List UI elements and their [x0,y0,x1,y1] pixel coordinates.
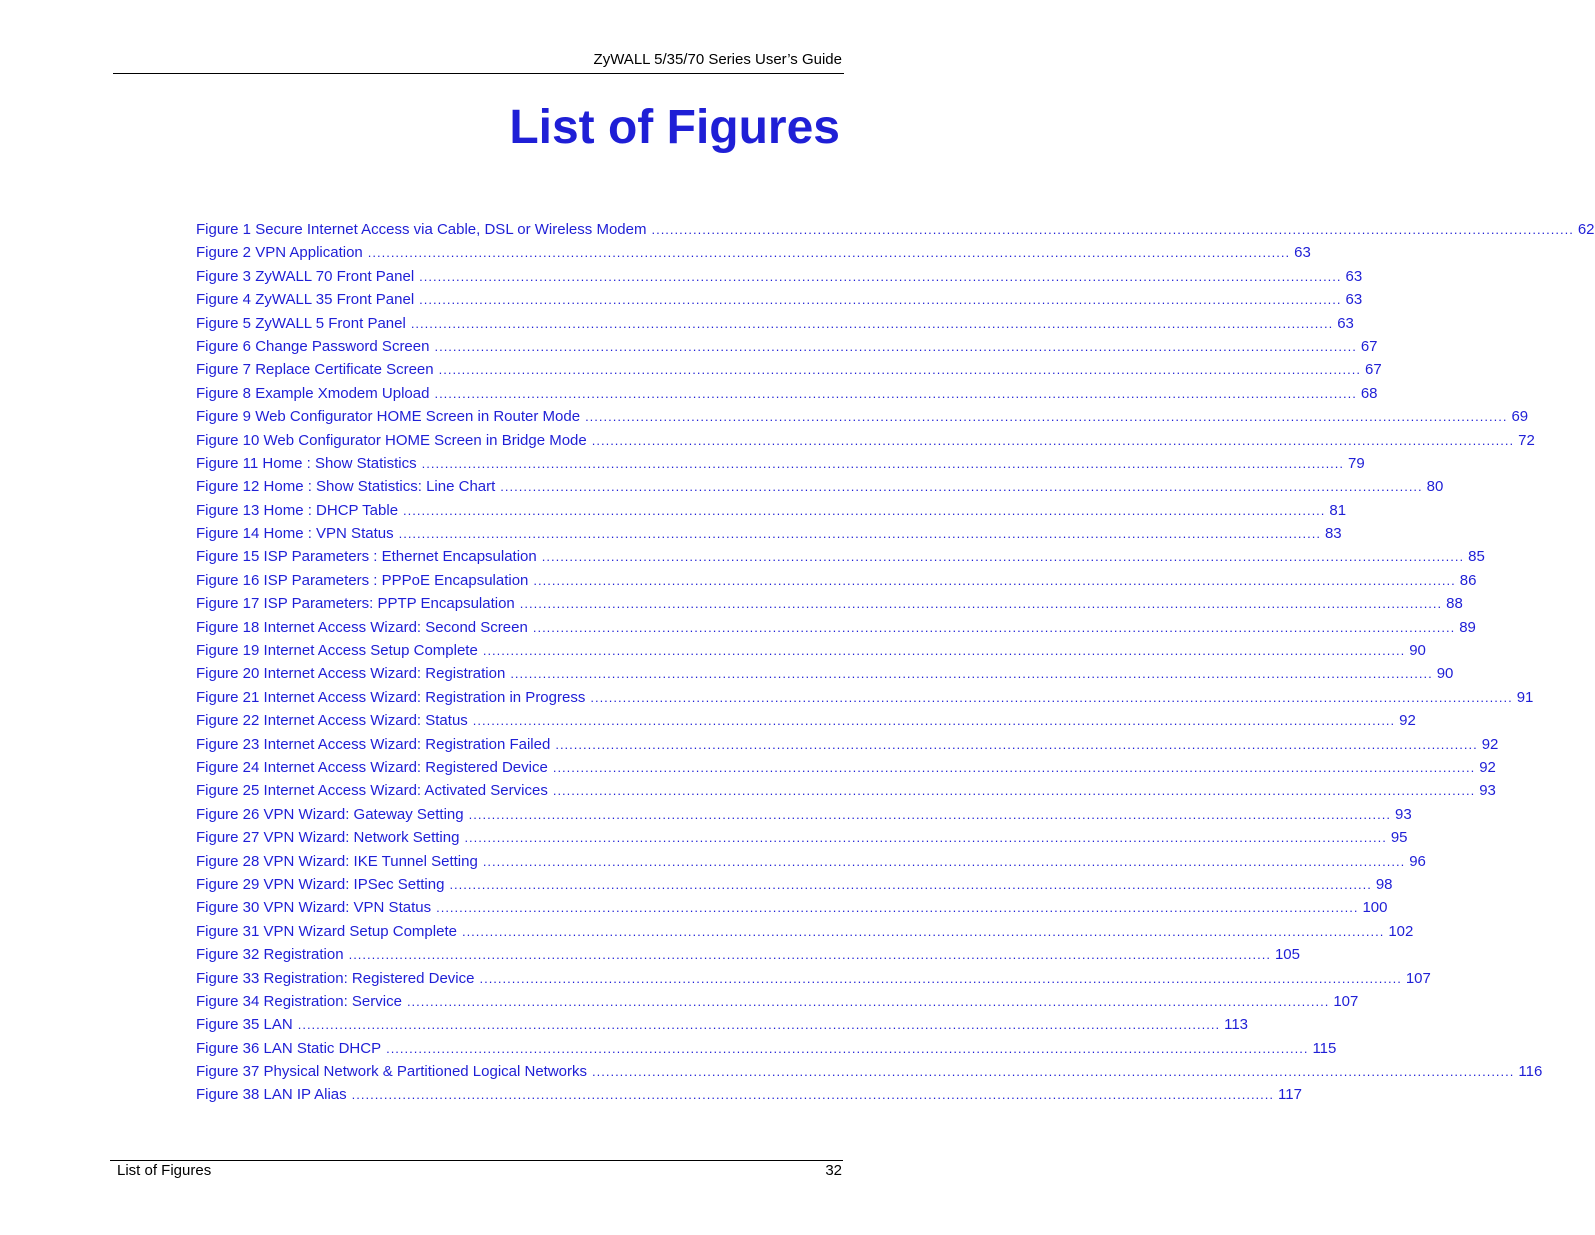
figure-list-item-label[interactable]: Figure 25 Internet Access Wizard: Activated Services [196,782,548,800]
dot-leader: ........................................................................................................................................................................................................ [436,900,1359,916]
figure-list-item-label[interactable]: Figure 32 Registration [196,946,344,964]
figure-list-item-page[interactable]: 88 [1446,595,1463,613]
figure-list-item[interactable] [196,779,1496,802]
dot-leader: ........................................................................................................................................................................................................ [403,502,1326,518]
dot-leader: ........................................................................................................................................................................................................ [585,409,1508,425]
figure-list-item-label[interactable]: Figure 17 ISP Parameters: PPTP Encapsulation [196,595,515,613]
dot-leader: ........................................................................................................................................................................................................ [464,830,1387,846]
figure-list-item-page[interactable]: 92 [1479,758,1496,776]
dot-leader: ........................................................................................................................................................................................................ [367,245,1291,261]
figure-list-item-page[interactable]: 92 [1481,735,1499,753]
figure-list-item-label[interactable]: Figure 9 Web Configurator HOME Screen in Router Mode [196,408,581,426]
figure-list-item[interactable] [196,592,1463,615]
figure-list-item-page[interactable]: 86 [1459,571,1477,589]
figure-list-item[interactable] [196,382,1378,405]
header-rule [113,73,844,74]
figure-list-item[interactable] [196,405,1529,428]
figure-list-item[interactable] [196,639,1426,662]
figure-list-item-label[interactable]: Figure 1 Secure Internet Access via Cable, DSL or Wireless Modem [196,221,647,238]
dot-leader: ........................................................................................................................................................................................................ [651,222,1574,237]
dot-leader: ........................................................................................................................................................................................................ [500,479,1423,495]
figure-list-item-label[interactable]: Figure 27 VPN Wizard: Network Setting [196,829,460,847]
figure-list-item-page[interactable]: 63 [1345,267,1363,285]
figure-list-item[interactable] [196,218,1595,241]
figure-list-item[interactable] [196,1013,1249,1036]
figure-list-item-page[interactable]: 93 [1395,805,1412,823]
dot-leader: ........................................................................................................................................................................................................ [541,549,1465,565]
figure-list-item-page[interactable]: 105 [1274,946,1300,964]
figure-list-item[interactable] [196,1060,1543,1083]
figure-list-item-page[interactable]: 89 [1459,618,1476,636]
figure-list-item[interactable] [196,1083,1302,1106]
dot-leader: ........................................................................................................................................................................................................ [482,643,1406,659]
figure-list-item[interactable] [196,545,1485,568]
figure-list-item-page[interactable]: 63 [1345,291,1363,309]
dot-leader: ........................................................................................................................................................................................................ [351,1087,1275,1103]
figure-list-item[interactable] [196,896,1388,919]
figure-list-item-page[interactable]: 72 [1518,431,1535,449]
figure-list-item-page[interactable]: 62 [1577,221,1595,238]
dot-leader: ........................................................................................................................................................................................................ [472,713,1396,729]
figure-list-item[interactable] [196,943,1300,966]
figure-list-item-page[interactable]: 79 [1348,454,1365,472]
figure-list-item-label[interactable]: Figure 12 Home : Show Statistics: Line Chart [196,478,496,496]
figure-list-item[interactable] [196,1037,1337,1060]
dot-leader: ........................................................................................................................................................................................................ [438,362,1361,378]
figure-list-item-label[interactable]: Figure 33 Registration: Registered Device [196,969,475,987]
figure-list-item-page[interactable]: 68 [1360,384,1378,402]
figure-list-item-label[interactable]: Figure 4 ZyWALL 35 Front Panel [196,291,415,309]
figure-list-item-page[interactable]: 91 [1516,688,1534,706]
figure-list-item[interactable] [196,475,1444,498]
dot-leader: ........................................................................................................................................................................................................ [519,596,1443,612]
figure-list-item-page[interactable]: 107 [1333,992,1359,1010]
figure-list-item-label[interactable]: Figure 30 VPN Wizard: VPN Status [196,899,432,917]
figure-list-item-label[interactable]: Figure 5 ZyWALL 5 Front Panel [196,314,406,332]
figure-list-item-page[interactable]: 69 [1511,408,1529,426]
figure-list-item-label[interactable]: Figure 19 Internet Access Setup Complete [196,642,478,660]
figure-list-item-page[interactable]: 107 [1405,969,1431,987]
dot-leader: ........................................................................................................................................................................................................ [406,993,1330,1009]
figure-list-item[interactable] [196,312,1354,335]
dot-leader: ........................................................................................................................................................................................................ [386,1040,1309,1056]
header-guide-title: ZyWALL 5/35/70 Series User’s Guide [593,51,842,68]
figure-list-item-page[interactable]: 63 [1294,244,1311,262]
dot-leader: ........................................................................................................................................................................................................ [555,736,1478,752]
figure-list-item[interactable] [196,616,1476,639]
figure-list-item[interactable] [196,850,1426,873]
dot-leader: ........................................................................................................................................................................................................ [510,666,1433,682]
figure-list-item-page[interactable]: 100 [1362,899,1388,917]
figure-list-item-page[interactable]: 63 [1337,314,1354,332]
figure-list-item-label[interactable]: Figure 11 Home : Show Statistics [196,454,417,472]
figure-list-item-label[interactable]: Figure 35 LAN [196,1016,293,1034]
figure-list-item-page[interactable]: 98 [1375,875,1393,893]
dot-leader: ........................................................................................................................................................................................................ [434,338,1357,354]
dot-leader: ........................................................................................................................................................................................................ [592,1064,1515,1080]
figure-list-item[interactable] [196,826,1408,849]
figure-list-item-label[interactable]: Figure 13 Home : DHCP Table [196,501,399,519]
dot-leader: ........................................................................................................................................................................................................ [552,759,1476,775]
dot-leader: ........................................................................................................................................................................................................ [482,853,1406,869]
figure-list-item-page[interactable]: 117 [1278,1086,1302,1104]
figure-list-item-label[interactable]: Figure 20 Internet Access Wizard: Registration [196,665,506,683]
figure-list-item-label[interactable]: Figure 23 Internet Access Wizard: Registration Failed [196,735,551,753]
figure-list-item[interactable] [196,662,1454,685]
figure-list-item[interactable] [196,429,1535,452]
dot-leader: ........................................................................................................................................................................................................ [449,876,1372,892]
figure-list-item-label[interactable]: Figure 6 Change Password Screen [196,337,430,355]
figure-list-item[interactable] [196,241,1311,264]
dot-leader: ........................................................................................................................................................................................................ [419,292,1342,308]
figure-list-item-page[interactable]: 80 [1426,478,1444,496]
footer-rule [110,1160,843,1161]
footer-section-name: List of Figures [117,1162,212,1179]
figure-list-item-page[interactable]: 90 [1409,642,1426,660]
figure-list-item[interactable] [196,686,1534,709]
figure-list-item-label[interactable]: Figure 18 Internet Access Wizard: Second Screen [196,618,528,636]
figure-list-item-page[interactable]: 116 [1518,1063,1543,1081]
dot-leader: ........................................................................................................................................................................................................ [421,455,1345,471]
figure-list-item-label[interactable]: Figure 29 VPN Wizard: IPSec Setting [196,875,445,893]
figure-list-item-label[interactable]: Figure 21 Internet Access Wizard: Registration in Progress [196,688,586,706]
figure-list-item-label[interactable]: Figure 7 Replace Certificate Screen [196,361,434,379]
figure-list-item-label[interactable]: Figure 26 VPN Wizard: Gateway Setting [196,805,464,823]
figure-list-item-page[interactable]: 102 [1388,922,1414,940]
figure-list-item[interactable] [196,756,1496,779]
figure-list-item-page[interactable]: 90 [1436,665,1454,683]
figure-list-item[interactable] [196,358,1382,381]
figure-list-item-label[interactable]: Figure 10 Web Configurator HOME Screen in Bridge Mode [196,431,587,449]
figure-list-item-page[interactable]: 95 [1390,829,1408,847]
figure-list-item[interactable] [196,522,1342,545]
figure-list-item-label[interactable]: Figure 37 Physical Network & Partitioned Logical Networks [196,1063,588,1081]
figure-list-item-page[interactable]: 67 [1360,337,1378,355]
figure-list-item[interactable] [196,709,1416,732]
figure-list-item[interactable] [196,873,1393,896]
figure-list-item-label[interactable]: Figure 24 Internet Access Wizard: Registered Device [196,758,548,776]
figure-list-item[interactable] [196,499,1347,522]
dot-leader: ........................................................................................................................................................................................................ [348,947,1271,963]
dot-leader: ........................................................................................................................................................................................................ [552,783,1476,799]
dot-leader: ........................................................................................................................................................................................................ [590,689,1513,705]
figure-list [196,218,1595,1107]
figure-list-item[interactable] [196,452,1365,475]
figure-list-item[interactable] [196,265,1363,288]
figure-list-item-label[interactable]: Figure 3 ZyWALL 70 Front Panel [196,267,415,285]
dot-leader: ........................................................................................................................................................................................................ [532,619,1456,635]
dot-leader: ........................................................................................................................................................................................................ [468,806,1391,822]
figure-list-item-label[interactable]: Figure 16 ISP Parameters : PPPoE Encapsulation [196,571,529,589]
dot-leader: ........................................................................................................................................................................................................ [410,315,1334,331]
figure-list-item-label[interactable]: Figure 36 LAN Static DHCP [196,1039,382,1057]
figure-list-item[interactable] [196,920,1414,943]
figure-list-item[interactable] [196,569,1477,592]
figure-list-item-label[interactable]: Figure 14 Home : VPN Status [196,525,394,543]
figure-list-item-label[interactable]: Figure 8 Example Xmodem Upload [196,384,430,402]
figure-list-item[interactable] [196,335,1378,358]
figure-list-item-page[interactable]: 67 [1365,361,1382,379]
dot-leader: ........................................................................................................................................................................................................ [533,572,1456,588]
dot-leader: ........................................................................................................................................................................................................ [434,385,1357,401]
figure-list-item-page[interactable]: 115 [1312,1039,1337,1057]
figure-list-item-label[interactable]: Figure 15 ISP Parameters : Ethernet Encapsulation [196,548,537,566]
dot-leader: ........................................................................................................................................................................................................ [419,268,1342,284]
figure-list-item-page[interactable]: 96 [1409,852,1426,870]
page-title: List of Figures [509,101,840,154]
figure-list-item-page[interactable]: 113 [1224,1016,1249,1034]
figure-list-item-label[interactable]: Figure 22 Internet Access Wizard: Status [196,712,468,730]
figure-list-item[interactable] [196,990,1359,1013]
figure-list-item-label[interactable]: Figure 2 VPN Application [196,244,363,262]
figure-list-item[interactable] [196,967,1431,990]
figure-list-item-label[interactable]: Figure 38 LAN IP Alias [196,1086,347,1104]
dot-leader: ........................................................................................................................................................................................................ [461,923,1385,939]
figure-list-item[interactable] [196,288,1363,311]
figure-list-item-label[interactable]: Figure 34 Registration: Service [196,992,402,1010]
dot-leader: ........................................................................................................................................................................................................ [479,970,1402,986]
footer-page-number: 32 [825,1162,842,1179]
figure-list-item-label[interactable]: Figure 28 VPN Wizard: IKE Tunnel Setting [196,852,478,870]
figure-list-item[interactable] [196,733,1499,756]
dot-leader: ........................................................................................................................................................................................................ [398,526,1321,542]
figure-list-item-page[interactable]: 83 [1324,525,1342,543]
figure-list-item-page[interactable]: 93 [1479,782,1496,800]
figure-list-item-page[interactable]: 85 [1468,548,1485,566]
figure-list-item-page[interactable]: 92 [1399,712,1416,730]
figure-list-item-page[interactable]: 81 [1329,501,1347,519]
figure-list-item-label[interactable]: Figure 31 VPN Wizard Setup Complete [196,922,457,940]
dot-leader: ........................................................................................................................................................................................................ [591,432,1515,448]
dot-leader: ........................................................................................................................................................................................................ [297,1017,1221,1033]
figure-list-item[interactable] [196,803,1412,826]
